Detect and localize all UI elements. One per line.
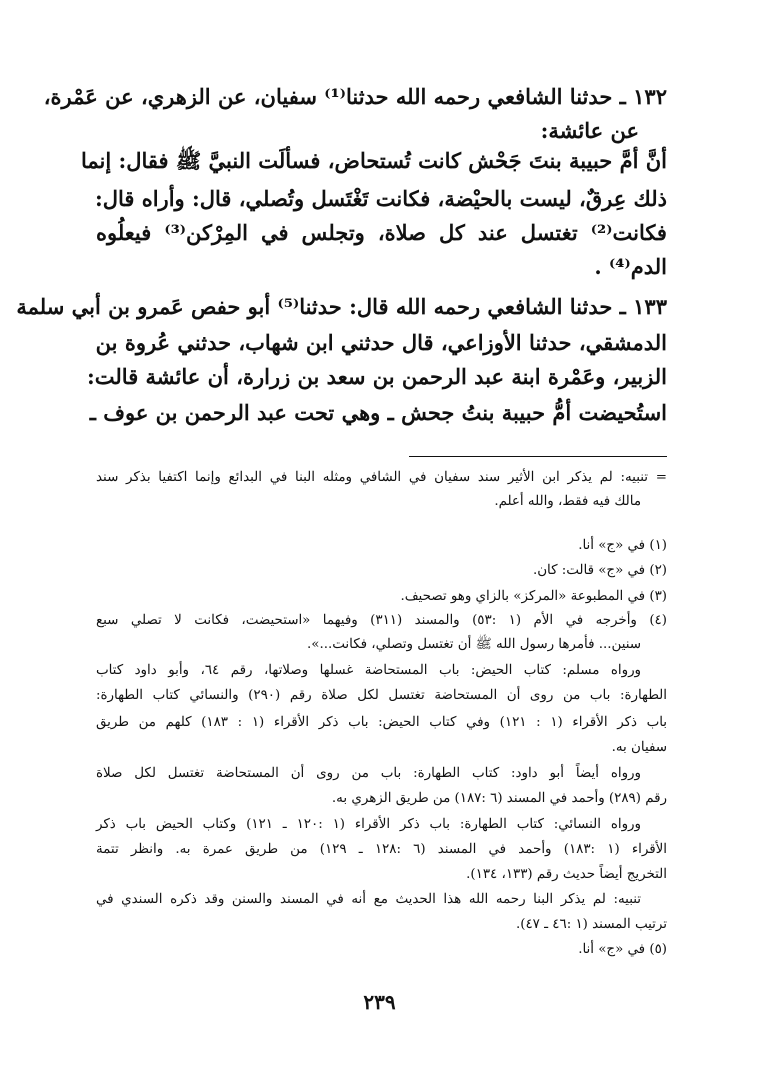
- footnote-4-line-8: رقم (٢٨٩) وأحمد في المسند (٦ :١٨٧) من طريق الزهري به.: [331, 791, 667, 806]
- hadith-132-line-1: ١٣٢ ـ حدثنا الشافعي رحمه الله حدثنا⁽¹⁾ سفيان، عن الزهري، عن عَمْرة،: [43, 84, 667, 109]
- footnote-4-line-4: الطهارة: باب من روى أن المستحاضة تغتسل لكل صلاة رقم (٢٩٠) والنسائي كتاب الطهارة:: [96, 688, 667, 703]
- footnote-4-line-13: ترتيب المسند (١ :٤٦ ـ ٤٧).: [515, 917, 667, 932]
- footnote-4-line-6: سفيان به.: [611, 740, 667, 755]
- hadith-132-line-2: عن عائشة:: [540, 118, 639, 143]
- page-number: ٢٣٩: [363, 990, 396, 1014]
- footnote-4-line-10: الأقراء (١ :١٨٣) وأحمد في المسند (٦ :١٢٨ ـ ١٢٩) من طريق عمرة به. وانظر تتمة: [96, 842, 668, 857]
- footnote-2: (٢) في «ج» قالت: كان.: [532, 563, 667, 578]
- hadith-133-line-1: ١٣٣ ـ حدثنا الشافعي رحمه الله قال: حدثنا⁽⁵⁾ أبو حفص عَمرو بن أبي سلمة: [16, 294, 667, 319]
- hadith-132-line-6: الدم⁽⁴⁾ .: [594, 254, 667, 279]
- footnote-4-line-2: سنين... فأمرها رسول الله ﷺ أن تغتسل وتصلي، فكانت...».: [307, 637, 641, 652]
- footnote-4-line-7: ورواه أيضاً أبو داود: كتاب الطهارة: باب من روى أن المستحاضة تغتسل لكل صلاة: [96, 766, 641, 781]
- hadith-133-line-4: استُحيضت أمُّ حبيبة بنتُ جحش ـ وهي تحت عبد الرحمن بن عوف ـ: [89, 400, 667, 425]
- footnote-4-line-1: (٤) وأخرجه في الأم (١ :٥٣) والمسند (٣١١) وفيهما «استحيضت، فكانت لا تصلي سبع: [96, 613, 667, 628]
- footnote-4-line-12: تنبيه: لم يذكر البنا رحمه الله هذا الحديث مع أنه في المسند والسنن وقد ذكره السندي في: [96, 892, 641, 907]
- hadith-132-line-5: فكانت⁽²⁾ تغتسل عند كل صلاة، وتجلس في المِرْكن⁽³⁾ فيعلُوه: [96, 220, 667, 245]
- hadith-132-line-3: أنَّ أمَّ حبيبة بنتَ جَحْش كانت تُستحاض، فسألَت النبيَّ ﷺ فقال: إنما: [80, 148, 667, 173]
- hadith-133-line-2: الدمشقي، حدثنا الأوزاعي، قال حدثني ابن شهاب، حدثني عُروة بن: [95, 330, 667, 355]
- footnote-continued-line-2: مالك فيه فقط، والله أعلم.: [494, 494, 641, 509]
- hadith-133-line-3: الزبير، وعَمْرة ابنة عبد الرحمن بن سعد بن زرارة، أن عائشة قالت:: [87, 364, 667, 389]
- footnote-4-line-9: ورواه النسائي: كتاب الطهارة: باب ذكر الأقراء (١ :١٢٠ ـ ١٢١) وكتاب الحيض باب ذكر: [96, 817, 641, 832]
- footnote-5: (٥) في «ج» أنا.: [578, 942, 667, 957]
- footnote-4-line-5: باب ذكر الأقراء (١ : ١٢١) وفي كتاب الحيض: باب ذكر الأقراء (١ : ١٨٣) كلهم من طريق: [96, 715, 668, 730]
- footnote-4-line-11: التخريج أيضاً حديث رقم (١٣٣، ١٣٤).: [466, 867, 667, 882]
- footnote-4-line-3: ورواه مسلم: كتاب الحيض: باب المستحاضة غسلها وصلاتها، رقم ٦٤، وأبو داود كتاب: [96, 663, 641, 678]
- footnote-1: (١) في «ج» أنا.: [578, 538, 667, 553]
- hadith-132-line-4: ذلك عِرقٌ، ليست بالحيْضة، فكانت تَغْتَسل وتُصلي، قال: وأراه قال:: [94, 186, 667, 211]
- footnote-continued-line-1: = تنبيه: لم يذكر ابن الأثير سند سفيان في الشافي ومثله البنا في البدائع وإنما اكتفيا بذكر سند: [96, 470, 667, 485]
- footnote-separator: [409, 456, 667, 457]
- footnote-3: (٣) في المطبوعة «المركز» بالزاي وهو تصحيف.: [400, 589, 667, 604]
